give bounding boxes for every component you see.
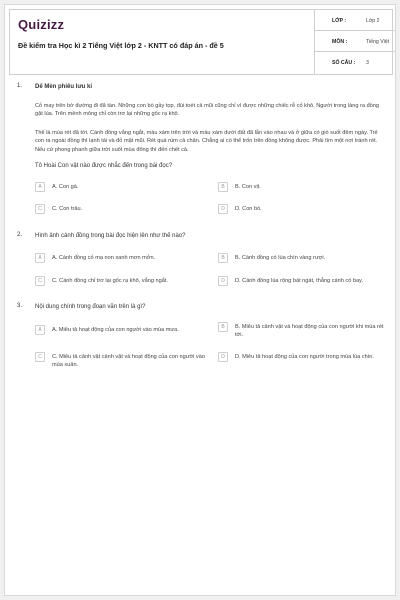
- meta-label: MÔN :: [332, 39, 348, 45]
- question-number: 2.: [17, 232, 23, 238]
- question-prompt: Hình ảnh cánh đồng trong bài đọc hiện lên như thế nào?: [35, 233, 186, 239]
- option-letter-box: D: [218, 276, 228, 286]
- meta-label: SỐ CÂU :: [332, 60, 356, 66]
- passage-paragraph: Cỏ may trên bờ đường đi đã tàn. Những con bò gầy tọp, đùi toét cả mũi cũng chỉ vì được những chiếc rễ cỏ khô. Người trong làng ra đồng gặt lúa. Trên mênh mông chỉ còn trơ lại những gốc rạ khô.: [35, 103, 380, 118]
- worksheet-title: Đề kiểm tra Học kì 2 Tiếng Việt lớp 2 - KNTT có đáp án - đề 5: [18, 41, 224, 50]
- option-letter-box: A: [35, 182, 45, 192]
- meta-value: 3: [366, 60, 369, 66]
- option-text: D. Miêu tả hoạt động của con người trong mùa lúa chín.: [235, 354, 374, 360]
- option-text: D. Cánh đồng lúa rộng bát ngát, thẳng cánh cò bay.: [235, 278, 364, 284]
- option-text: B. Con vịt.: [235, 184, 261, 190]
- option-text: B. Cánh đồng có lúa chín vàng rượi.: [235, 255, 326, 261]
- passage-paragraph: Thế là mùa rét đã tới. Cánh đồng vắng ngắt, màu xám trên trời và màu xám dưới đất đã lẫn vào nhau và ở giữa có gió suốt đêm ngày. Trẻ con ra ngoài đồng thì lạnh tái và đỏ mặt mũi. Rét quá rúm cả chân. Chẳng ai có thể trốn trên đồng không được. Phải tìm một nơi tránh rét. Nếu cứ phong phanh giữa trời suốt mùa đông thì đến chết cả.: [35, 130, 378, 153]
- question-number: 3.: [17, 303, 23, 309]
- worksheet-page: [4, 4, 396, 596]
- option-text: A. Cánh đồng cỏ mạ non xanh mơn mởn.: [52, 255, 156, 261]
- option-letter-box: C: [35, 352, 45, 362]
- option-text: D. Con bò.: [235, 206, 262, 212]
- worksheet-content: [5, 5, 397, 597]
- option-letter-box: D: [218, 352, 228, 362]
- option-letter-box: A: [35, 253, 45, 263]
- option-letter-box: B: [218, 253, 228, 263]
- option-letter-box: C: [35, 204, 45, 214]
- option-letter-box: C: [35, 276, 45, 286]
- quizizz-logo: Quizizz: [18, 17, 65, 32]
- meta-value: Lớp 2: [366, 18, 380, 24]
- meta-label: LỚP :: [332, 18, 347, 24]
- option-letter-box: B: [218, 322, 228, 332]
- option-text: C. Miêu tả cảnh vật cảnh vật và hoạt động của con người vào mùa xuân.: [52, 354, 205, 368]
- option-letter-box: A: [35, 325, 45, 335]
- option-text: C. Con trâu.: [52, 206, 83, 212]
- question-prompt: Nội dung chính trong đoạn văn trên là gì?: [35, 304, 146, 310]
- option-text: A. Miêu tả hoạt động của con người vào mùa mưa.: [52, 327, 179, 333]
- question-number: 1.: [17, 83, 23, 89]
- question-prompt: Tô Hoài Con vật nào được nhắc đến trong bài đọc?: [35, 163, 173, 169]
- passage-heading: Dế Mèn phiêu lưu kí: [35, 84, 93, 90]
- option-text: A. Con gà.: [52, 184, 79, 190]
- option-text: B. Miêu tả cảnh vật và hoạt động của con người khi mùa rét tới.: [235, 324, 384, 338]
- option-letter-box: B: [218, 182, 228, 192]
- option-letter-box: D: [218, 204, 228, 214]
- meta-value: Tiếng Việt: [366, 39, 390, 45]
- option-text: C. Cánh đồng chỉ trơ lại gốc rạ khô, vắng ngắt.: [52, 278, 168, 284]
